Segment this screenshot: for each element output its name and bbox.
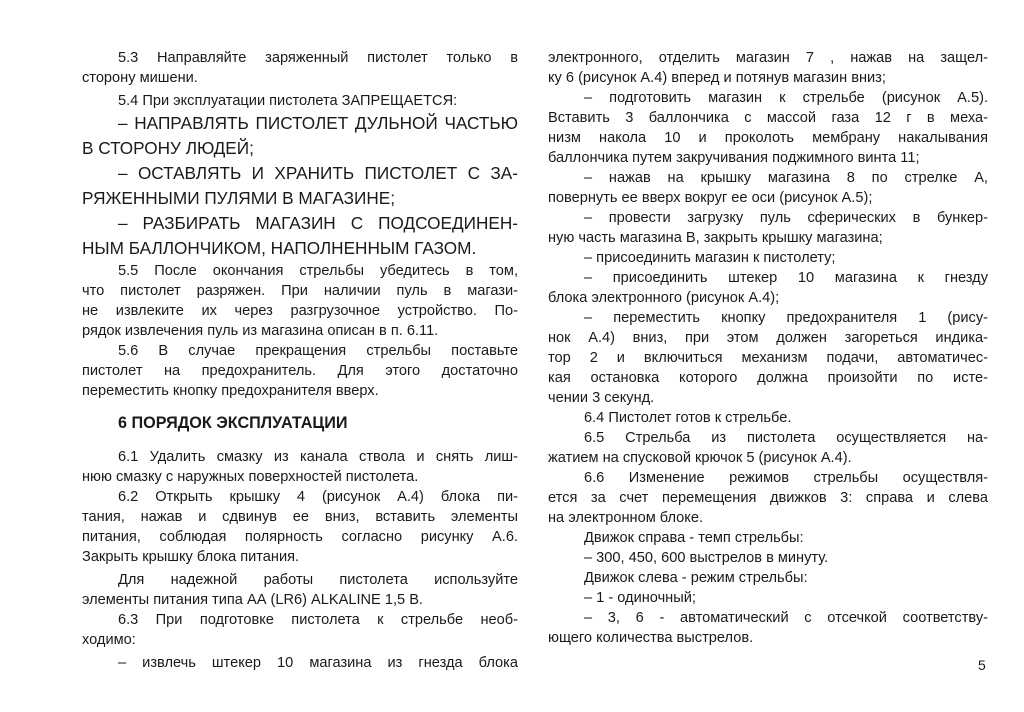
right-column [548,48,988,648]
text-line: – НАПРАВЛЯТЬ ПИСТОЛЕТ ДУЛЬНОЙ ЧАСТЬЮ [118,113,518,133]
text-line: баллончика путем закручивания поджимного винта 11; [548,150,920,166]
section-heading: 6 ПОРЯДОК ЭКСПЛУАТАЦИИ [118,414,348,432]
right-slider-values [548,548,988,568]
left-slider-auto [548,608,988,648]
text-line: пистолет на предохранитель. Для этого достаточно [82,363,518,379]
text-line: на электронном блоке. [548,510,703,526]
paragraph-batteries [82,570,518,610]
text-line: – 300, 450, 600 выстрелов в минуту. [584,550,829,566]
text-line: Движок слева - режим стрельбы: [584,570,808,586]
text-line: – провести загрузку пуль сферических в бункер- [584,210,988,226]
paragraph-5-6 [82,341,518,401]
step-prepare-magazine [548,88,988,168]
text-line: ку 6 (рисунок А.4) вперед и потянув магазин вниз; [548,70,886,86]
text-line: 5.5 После окончания стрельбы убедитесь в том, [118,263,518,279]
text-line: НЫМ БАЛЛОНЧИКОМ, НАПОЛНЕННЫМ ГАЗОМ. [82,238,477,258]
text-line: рядок извлечения пуль из магазина описан в п. 6.11. [82,323,439,339]
paragraph-5-5 [82,261,518,341]
text-line: ется за счет перемещения движков 3: справа и слева [548,490,988,506]
text-line: 6.5 Стрельба из пистолета осуществляется на- [584,430,988,446]
prohibition-3 [82,211,518,261]
text-line: кая остановка которого должна произойти по исте- [548,370,988,386]
text-line: – присоединить магазин к пистолету; [584,250,836,266]
text-line: 6.6 Изменение режимов стрельбы осуществля- [584,470,988,486]
text-line: сторону мишени. [82,70,198,86]
text-line: жатием на спусковой крючок 5 (рисунок А.4). [548,450,852,466]
paragraph-6-4 [548,408,988,428]
text-line: 6.1 Удалить смазку из канала ствола и снять лиш- [118,449,518,465]
text-line: – переместить кнопку предохранителя 1 (рису- [584,310,988,326]
text-line: Для надежной работы пистолета используйте [118,572,518,588]
paragraph-6-3 [82,610,518,650]
paragraph-6-2 [82,487,518,567]
step-load-bullets [548,208,988,248]
text-line: нюю смазку с наружных поверхностей пистолета. [82,469,419,485]
text-line: – ОСТАВЛЯТЬ И ХРАНИТЬ ПИСТОЛЕТ С ЗА- [118,163,518,183]
text-line: 5.4 При эксплуатации пистолета ЗАПРЕЩАЕТСЯ: [118,93,458,109]
text-line: не извлеките их через разгрузочное устройство. По- [82,303,518,319]
text-line: 5.6 В случае прекращения стрельбы поставьте [118,343,518,359]
text-line: нок А.4) вниз, при этом должен загореться индика- [548,330,988,346]
paragraph-5-3 [82,48,518,88]
text-line: – нажав на крышку магазина 8 по стрелке А, [584,170,988,186]
text-line: 6.4 Пистолет готов к стрельбе. [584,410,792,426]
text-line: 5.3 Направляйте заряженный пистолет только в [118,50,518,66]
text-line: ходимо: [82,632,136,648]
paragraph-5-4 [82,91,518,111]
left-slider-single [548,588,988,608]
left-column [82,48,518,673]
text-line: ную часть магазина В, закрыть крышку магазина; [548,230,883,246]
text-line: питания, соблюдая полярность согласно рисунку А.6. [82,529,518,545]
prohibition-1 [82,111,518,161]
text-line: 6.2 Открыть крышку 4 (рисунок А.4) блока пи- [118,489,518,505]
page-number: 5 [978,657,986,673]
text-line: элементы питания типа АА (LR6) ALKALINE 1,5 В. [82,592,423,608]
prohibition-2 [82,161,518,211]
step-detach-magazine [548,48,988,88]
text-line: Движок справа - темп стрельбы: [584,530,804,546]
text-line: Вставить 3 баллончика с массой газа 12 г в меха- [548,110,988,126]
step-safety-button [548,308,988,408]
paragraph-6-1 [82,447,518,487]
text-line: – 3, 6 - автоматический с отсечкой соответству- [584,610,988,626]
left-slider-title [548,568,988,588]
text-line: что пистолет разряжен. При наличии пуль в магази- [82,283,518,299]
text-line: тор 2 и включиться механизм подачи, автоматичес- [548,350,988,366]
text-line: В СТОРОНУ ЛЮДЕЙ; [82,138,254,158]
text-line: переместить кнопку предохранителя вверх. [82,383,379,399]
text-line: ющего количества выстрелов. [548,630,754,646]
paragraph-6-5 [548,428,988,468]
step-connect-plug [548,268,988,308]
step-turn-cover [548,168,988,208]
text-line: Закрыть крышку блока питания. [82,549,300,565]
text-line: электронного, отделить магазин 7 , нажав на защел- [548,50,988,66]
text-line: – 1 - одиночный; [584,590,696,606]
text-line: тания, нажав и сдвинув ее вниз, вставить элементы [82,509,518,525]
right-slider-title [548,528,988,548]
step-attach-magazine [548,248,988,268]
text-line: низм накола 10 и проколоть мембрану накалывания [548,130,988,146]
text-line: – РАЗБИРАТЬ МАГАЗИН С ПОДСОЕДИНЕН- [118,213,518,233]
text-line: чении 3 секунд. [548,390,655,406]
text-line: – подготовить магазин к стрельбе (рисунок А.5). [584,90,988,106]
text-line: повернуть ее вверх вокруг ее оси (рисунок А.5); [548,190,873,206]
text-line: 6.3 При подготовке пистолета к стрельбе необ- [118,612,518,628]
paragraph-6-6 [548,468,988,528]
text-line: РЯЖЕННЫМИ ПУЛЯМИ В МАГАЗИНЕ; [82,188,395,208]
text-line: – извлечь штекер 10 магазина из гнезда блока [118,655,518,671]
text-line: – присоединить штекер 10 магазина к гнезду [584,270,988,286]
text-line: блока электронного (рисунок А.4); [548,290,780,306]
step-remove-plug [82,653,518,673]
